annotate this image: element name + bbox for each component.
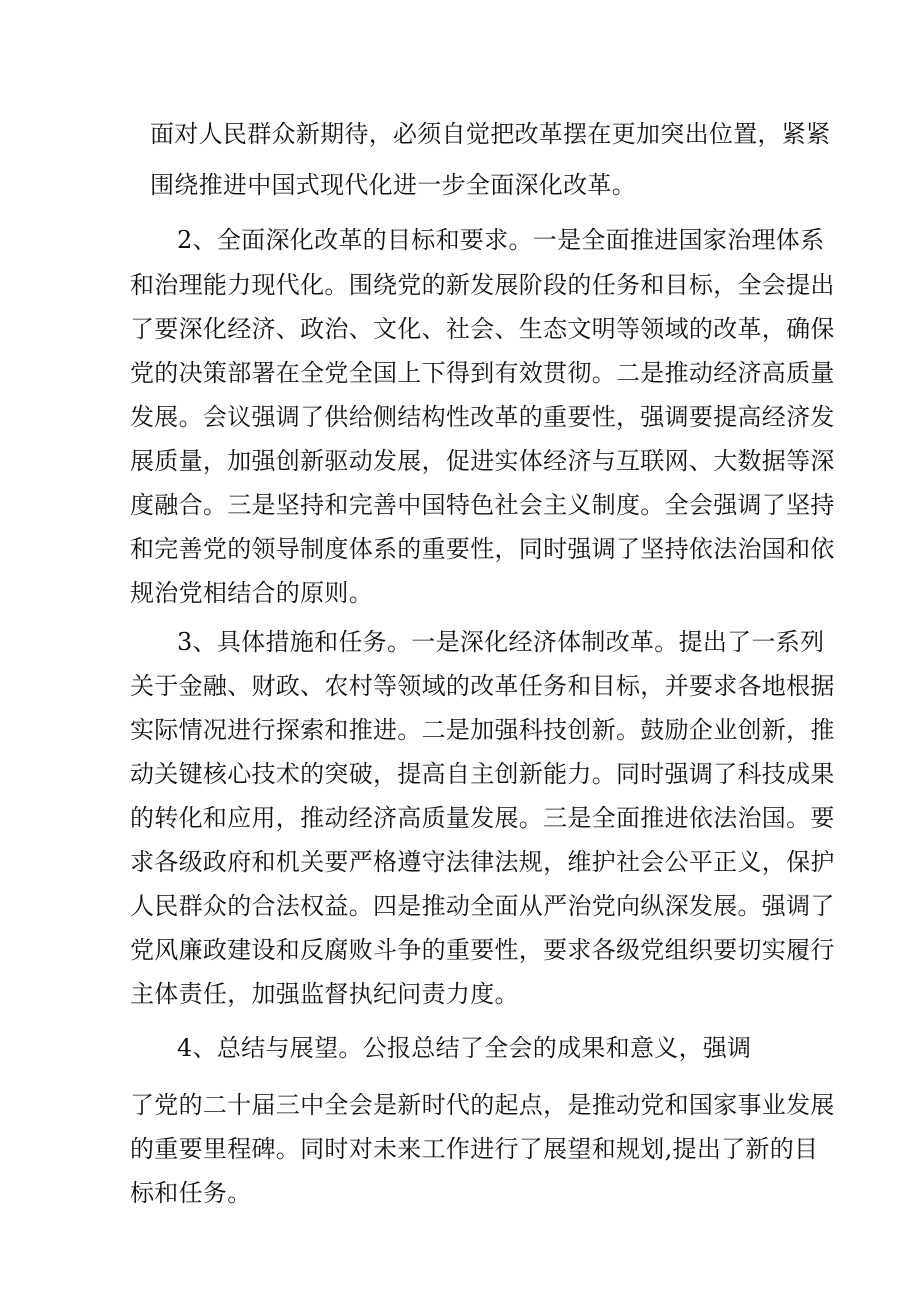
text-line: 3、具体措施和任务。一是深化经济体制改革。提出了一系列	[177, 628, 825, 656]
text-line: 发展。会议强调了供给侧结构性改革的重要性，强调要提高经济发	[130, 403, 835, 431]
text-line: 的重要里程碑。同时对未来工作进行了展望和规划,提出了新的目	[130, 1135, 819, 1163]
text-line: 展质量，加强创新驱动发展，促进实体经济与互联网、大数据等深	[130, 447, 835, 475]
text-line: 了党的二十届三中全会是新时代的起点，是推动党和国家事业发展	[130, 1091, 835, 1119]
text-line: 主体责任，加强监督执纪问责力度。	[130, 980, 519, 1008]
text-line: 和完善党的领导制度体系的重要性，同时强调了坚持依法治国和依	[130, 535, 835, 563]
text-line: 度融合。三是坚持和完善中国特色社会主义制度。全会强调了坚持	[130, 491, 835, 519]
text-line: 和治理能力现代化。围绕党的新发展阶段的任务和目标，全会提出	[130, 271, 835, 299]
text-line: 党风廉政建设和反腐败斗争的重要性，要求各级党组织要切实履行	[130, 936, 835, 964]
text-line: 党的决策部署在全党全国上下得到有效贯彻。二是推动经济高质量	[130, 359, 835, 387]
text-line: 面对人民群众新期待，必须自觉把改革摆在更加突出位置，紧紧	[150, 120, 831, 148]
text-line: 人民群众的合法权益。四是推动全面从严治党向纵深发展。强调了	[130, 892, 835, 920]
text-line: 求各级政府和机关要严格遵守法律法规，维护社会公平正义，保护	[130, 848, 835, 876]
text-line: 标和任务。	[130, 1179, 252, 1207]
text-line: 4、总结与展望。公报总结了全会的成果和意义，强调	[177, 1034, 752, 1062]
text-line: 了要深化经济、政治、文化、社会、生态文明等领域的改革，确保	[130, 315, 835, 343]
text-line: 动关键核心技术的突破，提高自主创新能力。同时强调了科技成果	[130, 760, 835, 788]
text-line: 规治党相结合的原则。	[130, 579, 373, 607]
text-line: 的转化和应用，推动经济高质量发展。三是全面推进依法治国。要	[130, 804, 835, 832]
text-line: 实际情况进行探索和推进。二是加强科技创新。鼓励企业创新，推	[130, 716, 835, 744]
text-line: 围绕推进中国式现代化进一步全面深化改革。	[150, 171, 636, 199]
text-line: 2、全面深化改革的目标和要求。一是全面推进国家治理体系	[177, 226, 825, 254]
text-line: 关于金融、财政、农村等领域的改革任务和目标，并要求各地根据	[130, 672, 835, 700]
